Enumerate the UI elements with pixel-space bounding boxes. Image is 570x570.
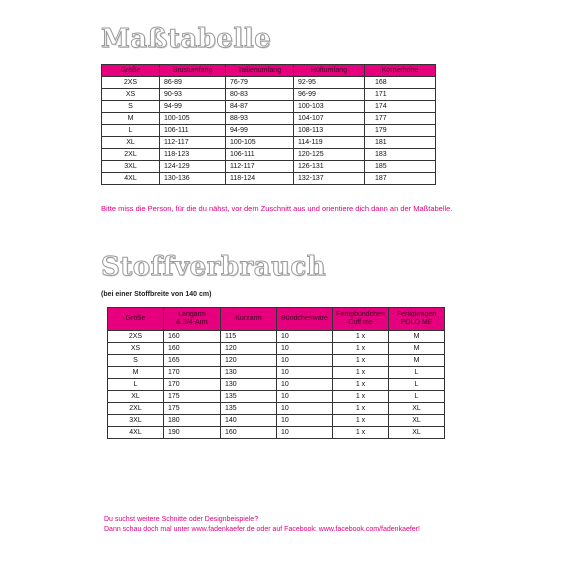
- table-cell: 130-136: [160, 173, 226, 185]
- table-cell: 190: [164, 427, 221, 439]
- table-cell: 118-124: [226, 173, 294, 185]
- table-cell: 135: [221, 403, 277, 415]
- table-row: [108, 379, 445, 391]
- footer-line-2: Dann schau doch mal unter www.fadenkaefer.de oder auf Facebook: www.facebook.com/fadenkaefer!: [104, 526, 420, 533]
- table-row: [102, 125, 436, 137]
- table-cell: 10: [277, 343, 333, 355]
- table-cell: 168: [365, 77, 436, 89]
- table-cell: L: [389, 379, 445, 391]
- table-cell: 2XL: [102, 149, 160, 161]
- table-cell: XL: [102, 137, 160, 149]
- table-cell: M: [389, 355, 445, 367]
- table-cell: 170: [164, 367, 221, 379]
- table-cell: XS: [102, 89, 160, 101]
- table-cell: M: [389, 331, 445, 343]
- table-cell: 10: [277, 427, 333, 439]
- header-line: Kurzarm: [235, 315, 262, 322]
- table-row: [108, 427, 445, 439]
- table-cell: 120: [221, 355, 277, 367]
- table-cell: 124-129: [160, 161, 226, 173]
- table-cell: L: [108, 379, 164, 391]
- table-cell: 108-113: [294, 125, 365, 137]
- table-cell: 10: [277, 367, 333, 379]
- table-cell: L: [102, 125, 160, 137]
- fabric-col-header: [333, 308, 389, 331]
- table-cell: 10: [277, 355, 333, 367]
- header-line: POLO ME: [400, 319, 433, 326]
- table-cell: 179: [365, 125, 436, 137]
- header-line: Fertigkragen: [396, 311, 437, 318]
- fabric-table: [107, 307, 445, 439]
- fabric-col-header: [389, 308, 445, 331]
- table-cell: 10: [277, 391, 333, 403]
- table-cell: 180: [164, 415, 221, 427]
- table-cell: 94-99: [226, 125, 294, 137]
- measurements-col-header: Hüftumfang: [294, 65, 365, 77]
- fabric-heading: Stoffverbrauch: [101, 252, 327, 282]
- table-cell: 175: [164, 403, 221, 415]
- table-cell: 1 x: [333, 343, 389, 355]
- table-cell: 100-103: [294, 101, 365, 113]
- measurements-col-header: Taillenumfang: [226, 65, 294, 77]
- table-cell: XL: [389, 427, 445, 439]
- table-cell: 171: [365, 89, 436, 101]
- table-cell: 88-93: [226, 113, 294, 125]
- table-row: [108, 355, 445, 367]
- table-cell: 130: [221, 379, 277, 391]
- table-cell: XL: [389, 415, 445, 427]
- table-cell: XS: [108, 343, 164, 355]
- table-row: [102, 149, 436, 161]
- fabric-col-header: [164, 308, 221, 331]
- table-cell: 160: [164, 343, 221, 355]
- table-cell: XL: [108, 391, 164, 403]
- fabric-table-body: [108, 331, 445, 439]
- table-cell: 4XL: [108, 427, 164, 439]
- measurements-table-body: [102, 77, 436, 185]
- table-cell: 2XS: [108, 331, 164, 343]
- table-cell: 2XL: [108, 403, 164, 415]
- table-cell: 84-87: [226, 101, 294, 113]
- table-row: [108, 403, 445, 415]
- table-cell: 100-105: [160, 113, 226, 125]
- table-cell: 165: [164, 355, 221, 367]
- table-cell: S: [108, 355, 164, 367]
- table-cell: 120: [221, 343, 277, 355]
- table-row: [108, 331, 445, 343]
- table-cell: 80-83: [226, 89, 294, 101]
- footer-note: [104, 515, 420, 535]
- fabric-table-header: [108, 308, 445, 331]
- table-cell: 3XL: [102, 161, 160, 173]
- table-row: [102, 173, 436, 185]
- fabric-subtitle: (bei einer Stoffbreite von 140 cm): [101, 291, 212, 298]
- header-line: Größe: [125, 315, 146, 322]
- header-line: & 3/4-Arm: [176, 319, 208, 326]
- table-row: [102, 101, 436, 113]
- header-line: Cuff me: [348, 319, 373, 326]
- table-cell: XL: [389, 403, 445, 415]
- table-cell: L: [389, 391, 445, 403]
- table-cell: 115: [221, 331, 277, 343]
- table-cell: 2XS: [102, 77, 160, 89]
- table-cell: 183: [365, 149, 436, 161]
- table-cell: 100-105: [226, 137, 294, 149]
- table-cell: S: [102, 101, 160, 113]
- table-row: [108, 367, 445, 379]
- table-cell: 1 x: [333, 403, 389, 415]
- table-cell: 118-123: [160, 149, 226, 161]
- measurements-col-header: Brustumfang: [160, 65, 226, 77]
- table-cell: 86-89: [160, 77, 226, 89]
- table-cell: 94-99: [160, 101, 226, 113]
- table-cell: 126-131: [294, 161, 365, 173]
- table-cell: M: [102, 113, 160, 125]
- table-cell: 140: [221, 415, 277, 427]
- footer-line-1: Du suchst weitere Schnitte oder Designbeispiele?: [104, 516, 259, 523]
- table-cell: 76-79: [226, 77, 294, 89]
- table-row: [102, 137, 436, 149]
- table-cell: 181: [365, 137, 436, 149]
- header-line: Fertigbündchen: [336, 311, 385, 318]
- measurements-table: [101, 64, 436, 185]
- table-cell: 160: [221, 427, 277, 439]
- table-cell: 112-117: [160, 137, 226, 149]
- table-cell: 90-93: [160, 89, 226, 101]
- table-cell: 174: [365, 101, 436, 113]
- table-cell: 10: [277, 415, 333, 427]
- fabric-col-header: [221, 308, 277, 331]
- table-cell: M: [389, 343, 445, 355]
- table-cell: 10: [277, 331, 333, 343]
- measurements-table-header: [102, 65, 436, 77]
- table-cell: 104-107: [294, 113, 365, 125]
- measurements-col-header: Größe: [102, 65, 160, 77]
- fabric-col-header: [277, 308, 333, 331]
- table-cell: 92-95: [294, 77, 365, 89]
- table-cell: 106-111: [160, 125, 226, 137]
- table-row: [108, 391, 445, 403]
- table-cell: 96-99: [294, 89, 365, 101]
- table-cell: 112-117: [226, 161, 294, 173]
- header-line: Langarm: [178, 311, 206, 318]
- table-cell: 185: [365, 161, 436, 173]
- table-cell: 10: [277, 403, 333, 415]
- table-cell: M: [108, 367, 164, 379]
- measurements-heading: Maßtabelle: [101, 24, 272, 54]
- table-cell: 1 x: [333, 355, 389, 367]
- measurement-note: Bitte miss die Person, für die du nähst, vor dem Zuschnitt aus und orientiere dich dann an der Maßtabelle.: [101, 204, 453, 213]
- table-cell: 130: [221, 367, 277, 379]
- table-cell: 106-111: [226, 149, 294, 161]
- table-cell: 1 x: [333, 391, 389, 403]
- table-row: [102, 89, 436, 101]
- table-cell: 120-125: [294, 149, 365, 161]
- table-cell: 114-119: [294, 137, 365, 149]
- table-cell: 1 x: [333, 331, 389, 343]
- table-row: [102, 77, 436, 89]
- table-cell: 132-137: [294, 173, 365, 185]
- table-cell: 187: [365, 173, 436, 185]
- table-row: [102, 113, 436, 125]
- table-cell: 135: [221, 391, 277, 403]
- measurements-col-header: Körperhöhe: [365, 65, 436, 77]
- table-cell: 1 x: [333, 367, 389, 379]
- table-row: [102, 161, 436, 173]
- table-cell: 10: [277, 379, 333, 391]
- fabric-col-header: [108, 308, 164, 331]
- table-cell: 4XL: [102, 173, 160, 185]
- table-row: [108, 415, 445, 427]
- table-cell: 160: [164, 331, 221, 343]
- table-cell: 177: [365, 113, 436, 125]
- header-line: Bündchenware: [281, 315, 328, 322]
- table-cell: 175: [164, 391, 221, 403]
- table-cell: 1 x: [333, 427, 389, 439]
- table-cell: L: [389, 367, 445, 379]
- table-row: [108, 343, 445, 355]
- table-cell: 3XL: [108, 415, 164, 427]
- table-cell: 1 x: [333, 379, 389, 391]
- table-cell: 170: [164, 379, 221, 391]
- table-cell: 1 x: [333, 415, 389, 427]
